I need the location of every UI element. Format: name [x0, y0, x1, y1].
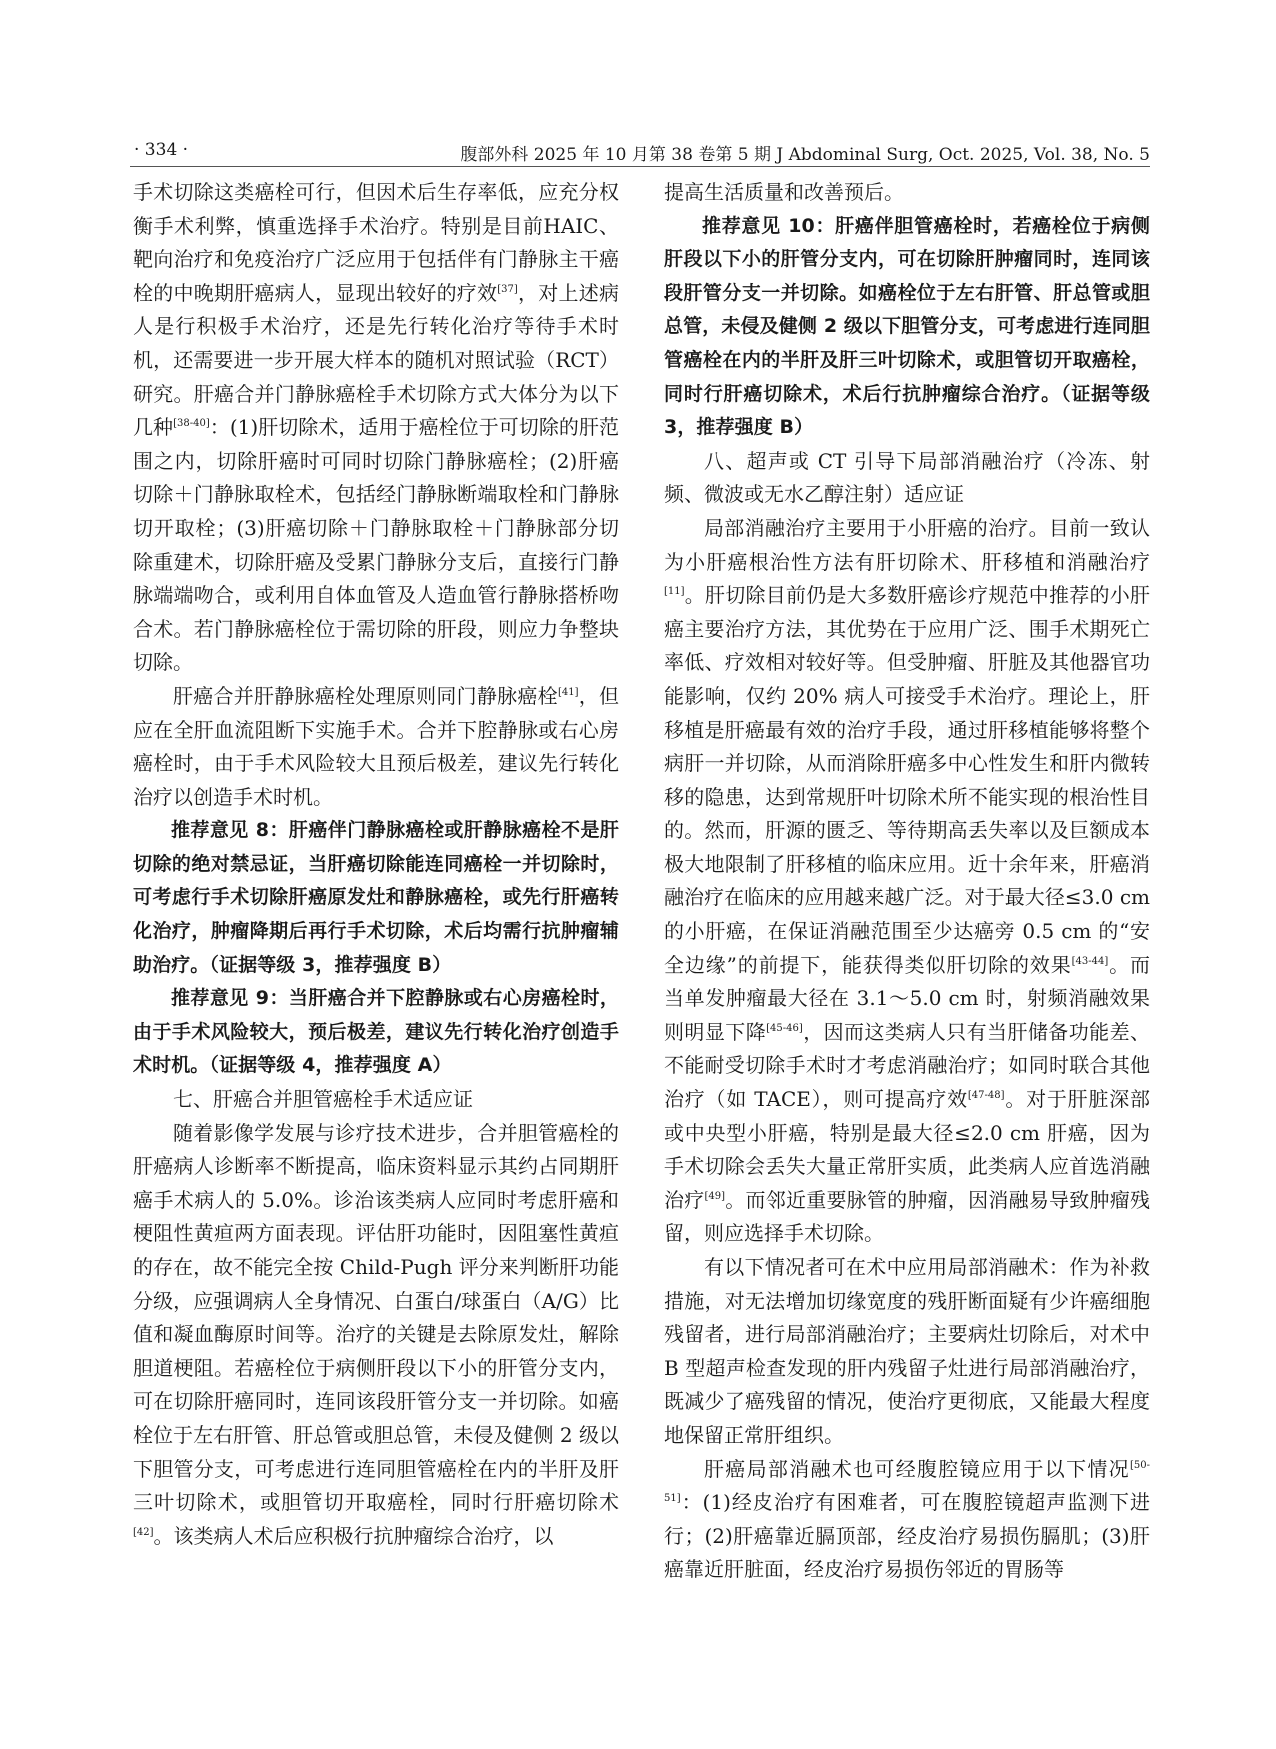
- citation-ref[interactable]: [45-46]: [766, 1022, 803, 1034]
- citation-ref[interactable]: [11]: [664, 586, 685, 598]
- left-column: [133, 176, 619, 1553]
- section-heading: 八、超声或 CT 引导下局部消融治疗（冷冻、射频、微波或无水乙醇注射）适应证: [664, 448, 1150, 507]
- recommendation-9: 推荐意见 9：当肝癌合并下腔静脉或右心房癌栓时，由于手术风险较大，预后极差，建议先行转化治疗创造手术时机。（证据等级 4，推荐强度 A）: [133, 987, 619, 1077]
- citation-ref[interactable]: [43-44]: [1071, 955, 1109, 967]
- recommendation-10: 推荐意见 10：肝癌伴胆管癌栓时，若癌栓位于病侧肝段以下小的肝管分支内，可在切除肝肿瘤同时，连同该段肝管分支一并切除。如癌栓位于左右肝管、肝总管或胆总管，未侵及健侧 2 级以下胆管分支，可考虑进行连同胆管癌栓在内的半肝及肝三叶切除术，或胆管切开取癌栓，同时行肝癌切除术，术后行抗肿瘤综合治疗。（证据等级 3，推荐强度 B）: [664, 214, 1150, 439]
- citation-ref[interactable]: [38-40]: [173, 418, 210, 430]
- paragraph: 肝癌合并肝静脉癌栓处理原则同门静脉癌栓[41]，但应在全肝血流阻断下实施手术。合并下腔静脉或右心房癌栓时，由于手术风险较大且预后极差，建议先行转化治疗以创造手术时机。: [133, 683, 620, 809]
- page-number: · 334 ·: [134, 140, 189, 160]
- running-header: [130, 138, 1150, 167]
- citation-ref[interactable]: [50-51]: [664, 1459, 1150, 1505]
- recommendation-8: 推荐意见 8：肝癌伴门静脉癌栓或肝静脉癌栓不是肝切除的绝对禁忌证，当肝癌切除能连同癌栓一并切除时，可考虑行手术切除肝癌原发灶和静脉癌栓，或先行肝癌转化治疗，肿瘤降期后再行手术切除，术后均需行抗肿瘤辅助治疗。（证据等级 3，推荐强度 B）: [133, 819, 619, 976]
- citation-ref[interactable]: [47-48]: [967, 1090, 1005, 1102]
- section-heading: 七、肝癌合并胆管癌栓手术适应证: [173, 1087, 473, 1112]
- citation-ref[interactable]: [41]: [557, 686, 579, 698]
- paragraph: 提高生活质量和改善预后。: [664, 180, 904, 204]
- right-column: [664, 176, 1150, 1587]
- paragraph: 随着影像学发展与诊疗技术进步，合并胆管癌栓的肝癌病人诊断率不断提高，临床资料显示其约占同期肝癌手术病人的 5.0%。诊治该类病人应同时考虑肝癌和梗阻性黄疸两方面表现。评估肝功能时，因阻塞性黄疸的存在，故不能完全按 Child-Pugh 评分来判断肝功能分级，应强调病人全身情况、白蛋白/球蛋白（A/G）比值和凝血酶原时间等。治疗的关键是去除原发灶，解除胆道梗阻。若癌栓位于病侧肝段以下小的肝管分支内，可在切除肝癌同时，连同该段肝管分支一并切除。如癌栓位于左右肝管、肝总管或胆总管，未侵及健侧 2 级以下胆管分支，可考虑进行连同胆管癌栓在内的半肝及肝三叶切除术，或胆管切开取癌栓，同时行肝癌切除术[42]。该类病人术后应积极行抗肿瘤综合治疗，以: [133, 1120, 619, 1548]
- citation-ref[interactable]: [49]: [704, 1190, 726, 1202]
- paragraph: 肝癌局部消融术也可经腹腔镜应用于以下情况[50-51]：(1)经皮治疗有困难者，可在腹腔镜超声监测下进行；(2)肝癌靠近膈顶部，经皮治疗易损伤膈肌；(3)肝癌靠近肝脏面，经皮治疗易损伤邻近的胃肠等: [664, 1456, 1150, 1582]
- paragraph: 局部消融治疗主要用于小肝癌的治疗。目前一致认为小肝癌根治性方法有肝切除术、肝移植和消融治疗[11]。肝切除目前仍是大多数肝癌诊疗规范中推荐的小肝癌主要治疗方法，其优势在于应用广泛、围手术期死亡率低、疗效相对较好等。但受肿瘤、肝脏及其他器官功能影响，仅约 20% 病人可接受手术治疗。理论上，肝移植是肝癌最有效的治疗手段，通过肝移植能够将整个病肝一并切除，从而消除肝癌多中心性发生和肝内微转移的隐患，达到常规肝叶切除术所不能实现的根治性目的。然而，肝源的匮乏、等待期高丢失率以及巨额成本极大地限制了肝移植的临床应用。近十余年来，肝癌消融治疗在临床的应用越来越广泛。对于最大径≤3.0 cm 的小肝癌，在保证消融范围至少达癌旁 0.5 cm 的“安全边缘”的前提下，能获得类似肝切除的效果[43-44]。而当单发肿瘤最大径在 3.1～5.0 cm 时，射频消融效果则明显下降[45-46]，因而这类病人只有当肝储备功能差、不能耐受切除手术时才考虑消融治疗；如同时联合其他治疗（如 TACE），则可提高疗效[47-48]。对于肝脏深部或中央型小肝癌，特别是最大径≤2.0 cm 肝癌，因为手术切除会丢失大量正常肝实质，此类病人应首选消融治疗[49]。而邻近重要脉管的肿瘤，因消融易导致肿瘤残留，则应选择手术切除。: [664, 515, 1151, 1246]
- paragraph: 手术切除这类癌栓可行，但因术后生存率低，应充分权衡手术利弊，慎重选择手术治疗。特别是目前HAIC、靶向治疗和免疫治疗广泛应用于包括伴有门静脉主干癌栓的中晚期肝癌病人，显现出较好的疗效[37]，对上述病人是行积极手术治疗，还是先行转化治疗等待手术时机，还需要进一步开展大样本的随机对照试验（RCT）研究。肝癌合并门静脉癌栓手术切除方式大体分为以下几种[38-40]：(1)肝切除术，适用于癌栓位于可切除的肝范围之内，切除肝癌时可同时切除门静脉癌栓；(2)肝癌切除＋门静脉取栓术，包括经门静脉断端取栓和门静脉切开取栓；(3)肝癌切除＋门静脉取栓＋门静脉部分切除重建术，切除肝癌及受累门静脉分支后，直接行门静脉端端吻合，或利用自体血管及人造血管行静脉搭桥吻合术。若门静脉癌栓位于需切除的肝段，则应力争整块切除。: [133, 180, 620, 675]
- citation-ref[interactable]: [42]: [133, 1526, 154, 1538]
- paragraph: 有以下情况者可在术中应用局部消融术：作为补救措施，对无法增加切缘宽度的残肝断面疑有少许癌细胞残留者，进行局部消融治疗；主要病灶切除后，对术中 B 型超声检查发现的肝内残留子灶进行局部消融治疗，既减少了癌残留的情况，使治疗更彻底，又能最大程度地保留正常肝组织。: [664, 1255, 1150, 1447]
- citation-ref[interactable]: [37]: [497, 283, 518, 295]
- journal-citation: 腹部外科 2025 年 10 月第 38 卷第 5 期 J Abdominal Surg, Oct. 2025, Vol. 38, No. 5: [460, 145, 1150, 165]
